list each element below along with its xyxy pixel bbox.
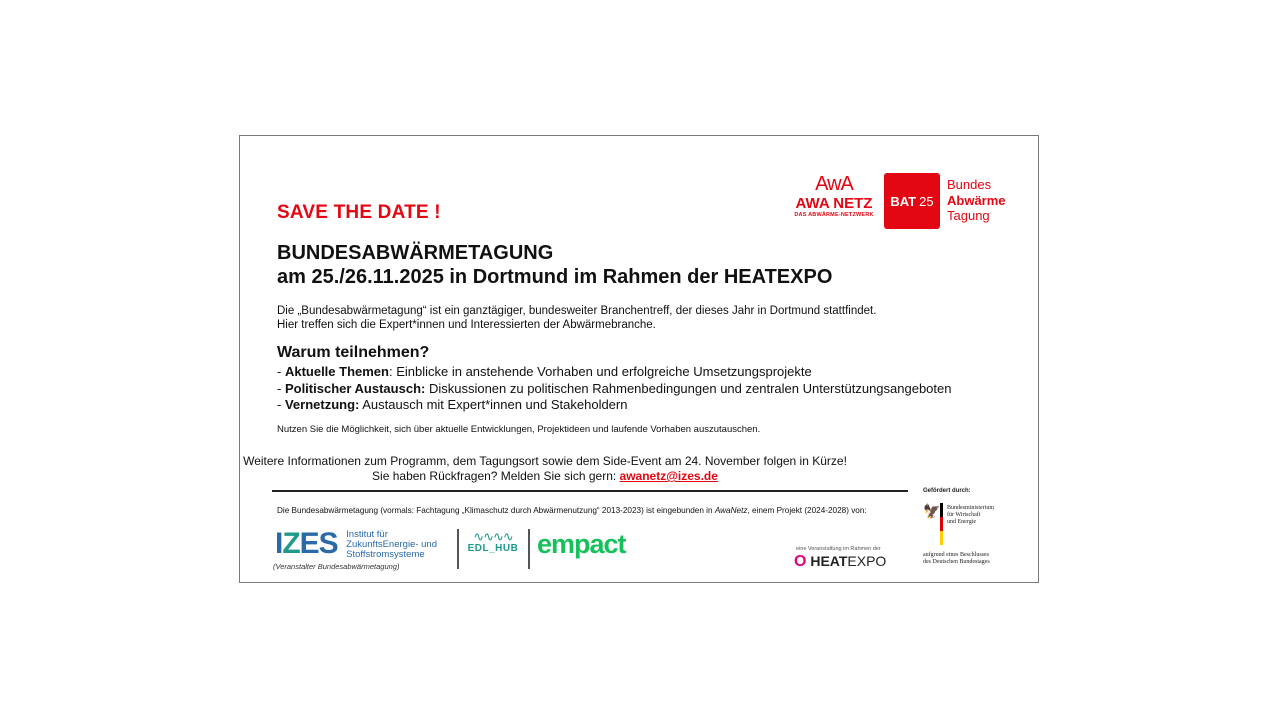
awa-logo-sub: DAS ABWÄRME-NETZWERK (794, 212, 874, 218)
bat-text: BAT (890, 193, 917, 209)
contact-email-link[interactable]: awanetz@izes.de (619, 469, 718, 483)
reason-text: Austausch mit Expert*innen und Stakeholdern (359, 397, 628, 412)
bat25-logo (884, 173, 940, 229)
reason-label: Vernetzung: (284, 397, 360, 412)
german-flag-bar (940, 503, 943, 545)
intro-line1: Die „Bundesabwärmetagung“ ist ein ganztägiger, bundesweiter Branchentreff, der dieses Jahr in Dortmund stattfindet. (277, 305, 877, 317)
empact-logo: empact (537, 529, 626, 559)
heatexpo-caption: eine Veranstaltung im Rahmen der (796, 546, 881, 552)
edl-name: EDL_HUB (467, 543, 519, 554)
decree-line1: aufgrund eines Beschlusses (923, 552, 989, 558)
izes-desc3: Stoffstromsysteme (346, 549, 425, 560)
bat-number: 25 (919, 193, 934, 209)
reasons-list (277, 364, 951, 414)
reason-label: Aktuelle Themen (284, 364, 389, 379)
bat-line1: Bundes (947, 177, 992, 192)
izes-i: I (275, 527, 283, 560)
list-item: - Aktuelle Themen: Einblicke in anstehende Vorhaben und erfolgreiche Umsetzungsprojekte (277, 364, 812, 379)
heatexpo-logo (794, 553, 886, 571)
divider (272, 490, 908, 492)
ministry-line2: für Wirtschaft (947, 512, 981, 518)
izes-desc2: ZukunftsEnergie- und (346, 539, 437, 550)
izes-caption: (Veranstalter Bundesabwärmetagung) (273, 562, 400, 571)
heatexpo-heat: HEAT (810, 553, 848, 569)
save-the-date-heading: SAVE THE DATE ! (277, 202, 441, 223)
more-info-question: Sie haben Rückfragen? Melden Sie sich gern: (372, 469, 620, 483)
edl-wave-icon: ∿∿∿∿ (473, 529, 513, 544)
headline-line2: am 25./26.11.2025 in Dortmund im Rahmen der HEATEXPO (277, 266, 833, 288)
list-item: - Politischer Austausch: Diskussionen zu politischen Rahmenbedingungen und zentralen Unterstützungsangeboten (277, 380, 952, 396)
izes-logo (275, 529, 437, 560)
project-note-suffix: , einem Projekt (2024-2028) von: (747, 506, 867, 515)
awa-logo-name: AWA NETZ (795, 195, 873, 212)
heatexpo-o-icon: O (794, 553, 807, 570)
federal-eagle-icon: 🦅 (923, 503, 941, 519)
funded-by-label: Gefördert durch: (923, 488, 971, 494)
project-note-prefix: Die Bundesabwärmetagung (vormals: Fachtagung „Klimaschutz durch Abwärmenutzung“ 2013-2023) ist eingebunden in (277, 506, 715, 515)
reason-label: Politischer Austausch: (284, 380, 426, 396)
intro-text (277, 304, 876, 332)
intro-line2: Hier treffen sich die Expert*innen und Interessierten der Abwärmebranche. (277, 319, 656, 331)
izes-z: Z (282, 527, 300, 560)
izes-desc1: Institut für (346, 529, 388, 540)
event-headline (277, 241, 832, 289)
opportunity-note: Nutzen Sie die Möglichkeit, sich über aktuelle Entwicklungen, Projektideen und laufende Vorhaben auszutauschen. (277, 424, 761, 435)
why-attend-heading: Warum teilnehmen? (277, 344, 430, 361)
reason-text: : Einblicke in anstehende Vorhaben und erfolgreiche Umsetzungsprojekte (388, 364, 812, 379)
decree-line2: des Deutschen Bundestages (923, 559, 990, 565)
logo-separator (528, 529, 530, 569)
reason-text: Diskussionen zu politischen Rahmenbedingungen und zentralen Unterstützungsangeboten (425, 380, 952, 396)
project-name: AwaNetz (714, 506, 748, 515)
list-item: - Vernetzung: Austausch mit Expert*innen und Stakeholdern (277, 397, 628, 412)
awa-netz-logo (788, 174, 880, 218)
bundestag-decree (923, 552, 990, 566)
logo-separator (457, 529, 459, 569)
more-info-line1: Weitere Informationen zum Programm, dem Tagungsort sowie dem Side-Event am 24. November folgen in Kürze! (243, 454, 847, 468)
headline-line1: BUNDESABWÄRMETAGUNG (277, 242, 554, 264)
ministry-name (947, 505, 994, 526)
edl-hub-logo (464, 530, 522, 554)
bat-line2: Abwärme (947, 192, 1006, 208)
izes-es: ES (299, 527, 338, 560)
save-the-date-card (239, 135, 1039, 583)
izes-wordmark (275, 529, 338, 559)
ministry-line1: Bundesministerium (947, 505, 994, 511)
bat-line3: Tagung (947, 208, 990, 223)
izes-description (346, 530, 437, 560)
bat25-wordmark (947, 177, 1006, 224)
more-info (240, 454, 850, 484)
ministry-line3: und Energie (947, 519, 977, 525)
heatexpo-expo: EXPO (847, 553, 887, 569)
project-note (277, 506, 867, 515)
awa-logo-mark: AwA (815, 173, 853, 195)
